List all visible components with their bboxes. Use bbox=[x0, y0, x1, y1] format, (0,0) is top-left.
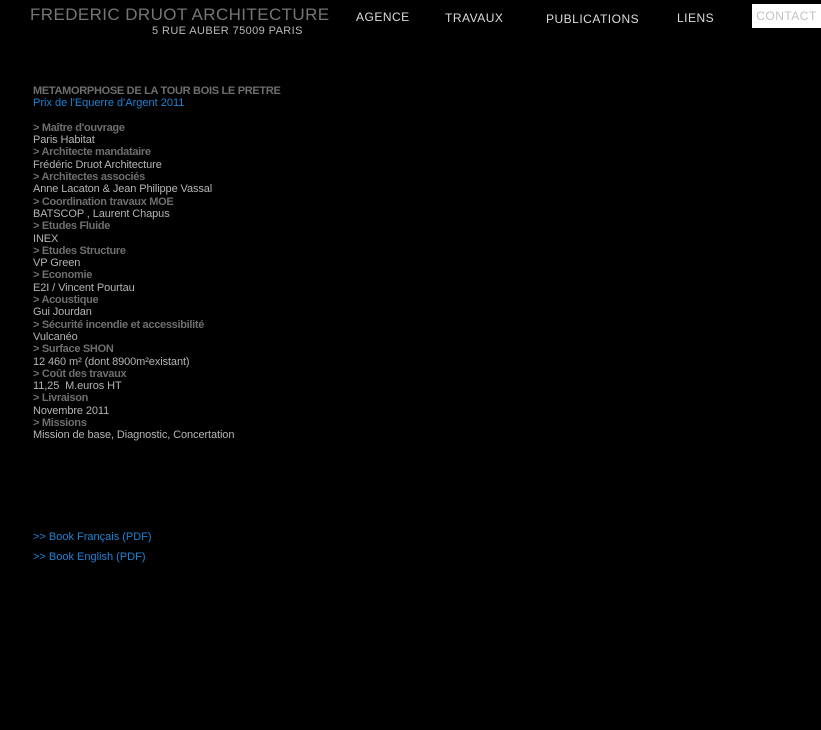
detail-value: BATSCOP , Laurent Chapus bbox=[33, 207, 170, 220]
book-english-pdf-link[interactable]: >> Book English (PDF) bbox=[33, 550, 146, 563]
nav-item-liens[interactable]: LIENS bbox=[677, 11, 715, 25]
detail-label: > Etudes Fluide bbox=[33, 220, 111, 233]
project-title: METAMORPHOSE DE LA TOUR BOIS LE PRETRE bbox=[33, 85, 281, 97]
detail-label: > Architectes associés bbox=[33, 171, 145, 184]
nav-item-publications[interactable]: PUBLICATIONS bbox=[546, 12, 640, 26]
detail-label: > Coût des travaux bbox=[33, 367, 127, 380]
detail-value: VP Green bbox=[33, 257, 81, 270]
detail-value: Paris Habitat bbox=[33, 134, 95, 147]
site-address: 5 RUE AUBER 75009 PARIS bbox=[152, 25, 303, 37]
project-details bbox=[33, 122, 453, 442]
detail-value: E2I / Vincent Pourtau bbox=[33, 281, 135, 294]
award-link[interactable]: Prix de l'Equerre d'Argent 2011 bbox=[33, 97, 185, 110]
site-title[interactable]: FREDERIC DRUOT ARCHITECTURE bbox=[30, 5, 330, 24]
detail-value: INEX bbox=[33, 232, 59, 245]
detail-value: Gui Jourdan bbox=[33, 306, 92, 319]
detail-value: Novembre 2011 bbox=[33, 404, 110, 417]
detail-label: > Etudes Structure bbox=[33, 244, 126, 257]
detail-value: Frédéric Druot Architecture bbox=[33, 158, 162, 171]
book-francais-pdf-link[interactable]: >> Book Français (PDF) bbox=[33, 531, 152, 543]
project-sheet bbox=[33, 85, 453, 442]
detail-label: > Sécurité incendie et accessibilité bbox=[33, 318, 205, 331]
nav-item-contact-active[interactable]: CONTACT bbox=[752, 4, 821, 28]
detail-value: Vulcanéo bbox=[33, 330, 78, 343]
nav-item-travaux[interactable]: TRAVAUX bbox=[445, 11, 504, 25]
detail-value: Mission de base, Diagnostic, Concertation bbox=[33, 429, 235, 442]
detail-label: > Economie bbox=[33, 269, 93, 282]
detail-value: Anne Lacaton & Jean Philippe Vassal bbox=[33, 183, 213, 196]
detail-label: > Architecte mandataire bbox=[33, 146, 151, 159]
detail-value: 11,25 M.euros HT bbox=[33, 380, 122, 393]
downloads bbox=[33, 531, 152, 570]
detail-label: > Maître d'ouvrage bbox=[33, 121, 125, 134]
detail-label: > Surface SHON bbox=[33, 343, 114, 356]
detail-label: > Coordination travaux MOE bbox=[33, 195, 174, 208]
detail-value: 12 460 m² (dont 8900m²existant) bbox=[33, 355, 190, 368]
detail-label: > Missions bbox=[33, 417, 87, 430]
nav-item-agence[interactable]: AGENCE bbox=[356, 10, 410, 24]
detail-label: > Livraison bbox=[33, 392, 89, 405]
detail-label: > Acoustique bbox=[33, 294, 99, 307]
